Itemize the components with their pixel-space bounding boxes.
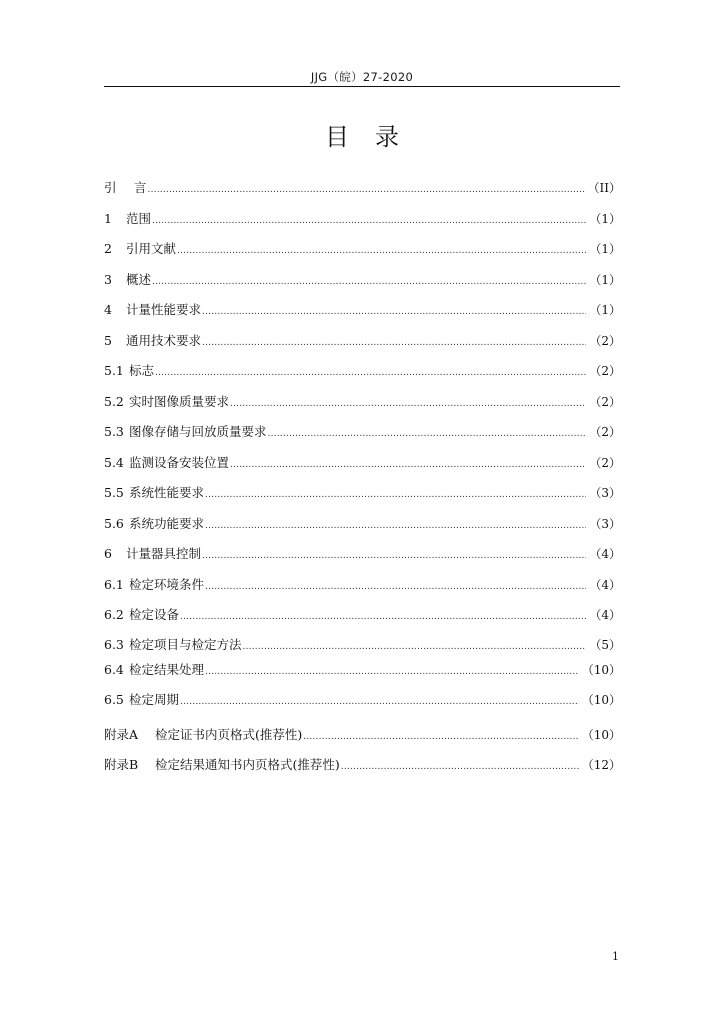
toc-entry-title: 检定环境条件 bbox=[129, 577, 205, 592]
toc-entry-page: （1） bbox=[589, 303, 621, 317]
toc-entry-number: 5.4 bbox=[104, 455, 124, 470]
toc-entry-page: （10） bbox=[581, 728, 621, 742]
toc-entry-number: 4 bbox=[104, 302, 112, 317]
toc-entry-6-4[interactable] bbox=[104, 660, 621, 680]
toc-dot-leader bbox=[180, 692, 579, 712]
toc-entry-page: （2） bbox=[589, 395, 621, 409]
toc-entry-number: 6.3 bbox=[104, 637, 124, 652]
toc-entry-title: 系统功能要求 bbox=[129, 516, 205, 531]
toc-entry-4[interactable] bbox=[104, 300, 621, 320]
toc-entry-number: 5.2 bbox=[104, 394, 124, 409]
toc-entry-number: 引 bbox=[104, 180, 117, 195]
toc-entry-title: 图像存储与回放质量要求 bbox=[129, 424, 267, 439]
toc-entry-page: （3） bbox=[589, 517, 621, 531]
toc-entry-2[interactable] bbox=[104, 239, 621, 259]
toc-entry-title: 范围 bbox=[126, 211, 152, 226]
toc-dot-leader bbox=[202, 333, 586, 353]
toc-dot-leader bbox=[202, 546, 586, 566]
toc-entry-5-4[interactable] bbox=[104, 453, 621, 473]
toc-dot-leader bbox=[341, 757, 579, 777]
toc-entry-number: 1 bbox=[104, 211, 112, 226]
toc-entry-page: （1） bbox=[589, 242, 621, 256]
toc-dot-leader bbox=[205, 516, 586, 536]
toc-entry-title: 检定证书内页格式(推荐性) bbox=[155, 727, 303, 742]
toc-entry-title: 言 bbox=[134, 180, 147, 195]
toc-entry-page: （4） bbox=[589, 547, 621, 561]
toc-entry-number: 6.4 bbox=[104, 662, 124, 677]
toc-entry-title: 检定设备 bbox=[129, 607, 180, 622]
toc-entry-page: （2） bbox=[589, 364, 621, 378]
toc-entry-5-6[interactable] bbox=[104, 514, 621, 534]
toc-entry-title: 通用技术要求 bbox=[126, 333, 202, 348]
toc-entry-title: 概述 bbox=[126, 272, 152, 287]
toc-entry-6-5[interactable] bbox=[104, 690, 621, 710]
toc-entry-page: （1） bbox=[589, 212, 621, 226]
toc-entry-6-1[interactable] bbox=[104, 575, 621, 595]
toc-dot-leader bbox=[243, 637, 587, 657]
toc-dot-leader bbox=[230, 455, 586, 475]
toc-entry-number: 附录A bbox=[104, 727, 139, 742]
toc-entry-6-3[interactable] bbox=[104, 635, 621, 655]
toc-entry-appendix-a[interactable] bbox=[104, 725, 621, 745]
toc-dot-leader bbox=[152, 272, 586, 292]
toc-entry-number: 5.1 bbox=[104, 363, 124, 378]
toc-entry-1[interactable] bbox=[104, 209, 621, 229]
toc-entry-6[interactable] bbox=[104, 544, 621, 564]
toc-dot-leader bbox=[155, 363, 586, 383]
toc-entry-5-5[interactable] bbox=[104, 483, 621, 503]
toc-entry-title: 实时图像质量要求 bbox=[129, 394, 230, 409]
toc-entry-number: 5.3 bbox=[104, 424, 124, 439]
header-divider bbox=[104, 86, 620, 87]
toc-entry-number: 5.6 bbox=[104, 516, 124, 531]
toc-entry-page: （1） bbox=[589, 273, 621, 287]
toc-entry-number: 5 bbox=[104, 333, 112, 348]
toc-entry-number: 6.1 bbox=[104, 577, 124, 592]
toc-entry-intro[interactable] bbox=[104, 178, 621, 198]
toc-dot-leader bbox=[205, 577, 586, 597]
toc-entry-5-1[interactable] bbox=[104, 361, 621, 381]
toc-entry-5-3[interactable] bbox=[104, 422, 621, 442]
toc-entry-title: 检定项目与检定方法 bbox=[129, 637, 242, 652]
toc-dot-leader bbox=[230, 394, 586, 414]
toc-dot-leader bbox=[148, 180, 585, 200]
toc-dot-leader bbox=[303, 727, 578, 747]
toc-dot-leader bbox=[152, 211, 586, 231]
toc-dot-leader bbox=[205, 485, 586, 505]
toc-entry-number: 附录B bbox=[104, 757, 139, 772]
toc-entry-title: 引用文献 bbox=[126, 241, 177, 256]
toc-entry-5-2[interactable] bbox=[104, 392, 621, 412]
toc-entry-number: 6 bbox=[104, 546, 112, 561]
toc-entry-page: （2） bbox=[589, 425, 621, 439]
toc-entry-page: （2） bbox=[589, 456, 621, 470]
toc-entry-title: 检定结果通知书内页格式(推荐性) bbox=[155, 757, 340, 772]
toc-entry-number: 2 bbox=[104, 241, 112, 256]
toc-entry-number: 6.5 bbox=[104, 692, 124, 707]
toc-entry-page: （5） bbox=[589, 638, 621, 652]
toc-entry-5[interactable] bbox=[104, 331, 621, 351]
toc-dot-leader bbox=[180, 607, 586, 627]
page-title: 目录 bbox=[325, 123, 425, 151]
toc-dot-leader bbox=[268, 424, 587, 444]
toc-entry-title: 检定结果处理 bbox=[129, 662, 205, 677]
toc-entry-page: （10） bbox=[581, 693, 621, 707]
toc-entry-page: （4） bbox=[589, 578, 621, 592]
toc-dot-leader bbox=[202, 302, 586, 322]
toc-entry-3[interactable] bbox=[104, 270, 621, 290]
toc-entry-title: 计量性能要求 bbox=[126, 302, 202, 317]
toc-entry-number: 6.2 bbox=[104, 607, 124, 622]
toc-entry-title: 检定周期 bbox=[129, 692, 180, 707]
toc-entry-page: （2） bbox=[589, 334, 621, 348]
toc-dot-leader bbox=[205, 662, 579, 682]
toc-entry-number: 3 bbox=[104, 272, 112, 287]
toc-entry-page: （10） bbox=[581, 663, 621, 677]
toc-entry-title: 标志 bbox=[129, 363, 155, 378]
toc-entry-title: 系统性能要求 bbox=[129, 485, 205, 500]
toc-entry-title: 监测设备安装位置 bbox=[129, 455, 230, 470]
toc-entry-page: （4） bbox=[589, 608, 621, 622]
toc-entry-6-2[interactable] bbox=[104, 605, 621, 625]
page-number: 1 bbox=[612, 950, 619, 963]
toc-entry-appendix-b[interactable] bbox=[104, 755, 621, 775]
document-code-header: JJG（皖）27-2020 bbox=[310, 70, 414, 84]
toc-entry-page: （II） bbox=[587, 181, 621, 195]
toc-dot-leader bbox=[177, 241, 586, 261]
toc-entry-title: 计量器具控制 bbox=[126, 546, 202, 561]
toc-entry-page: （12） bbox=[581, 758, 621, 772]
toc-entry-page: （3） bbox=[589, 486, 621, 500]
toc-entry-number: 5.5 bbox=[104, 485, 124, 500]
